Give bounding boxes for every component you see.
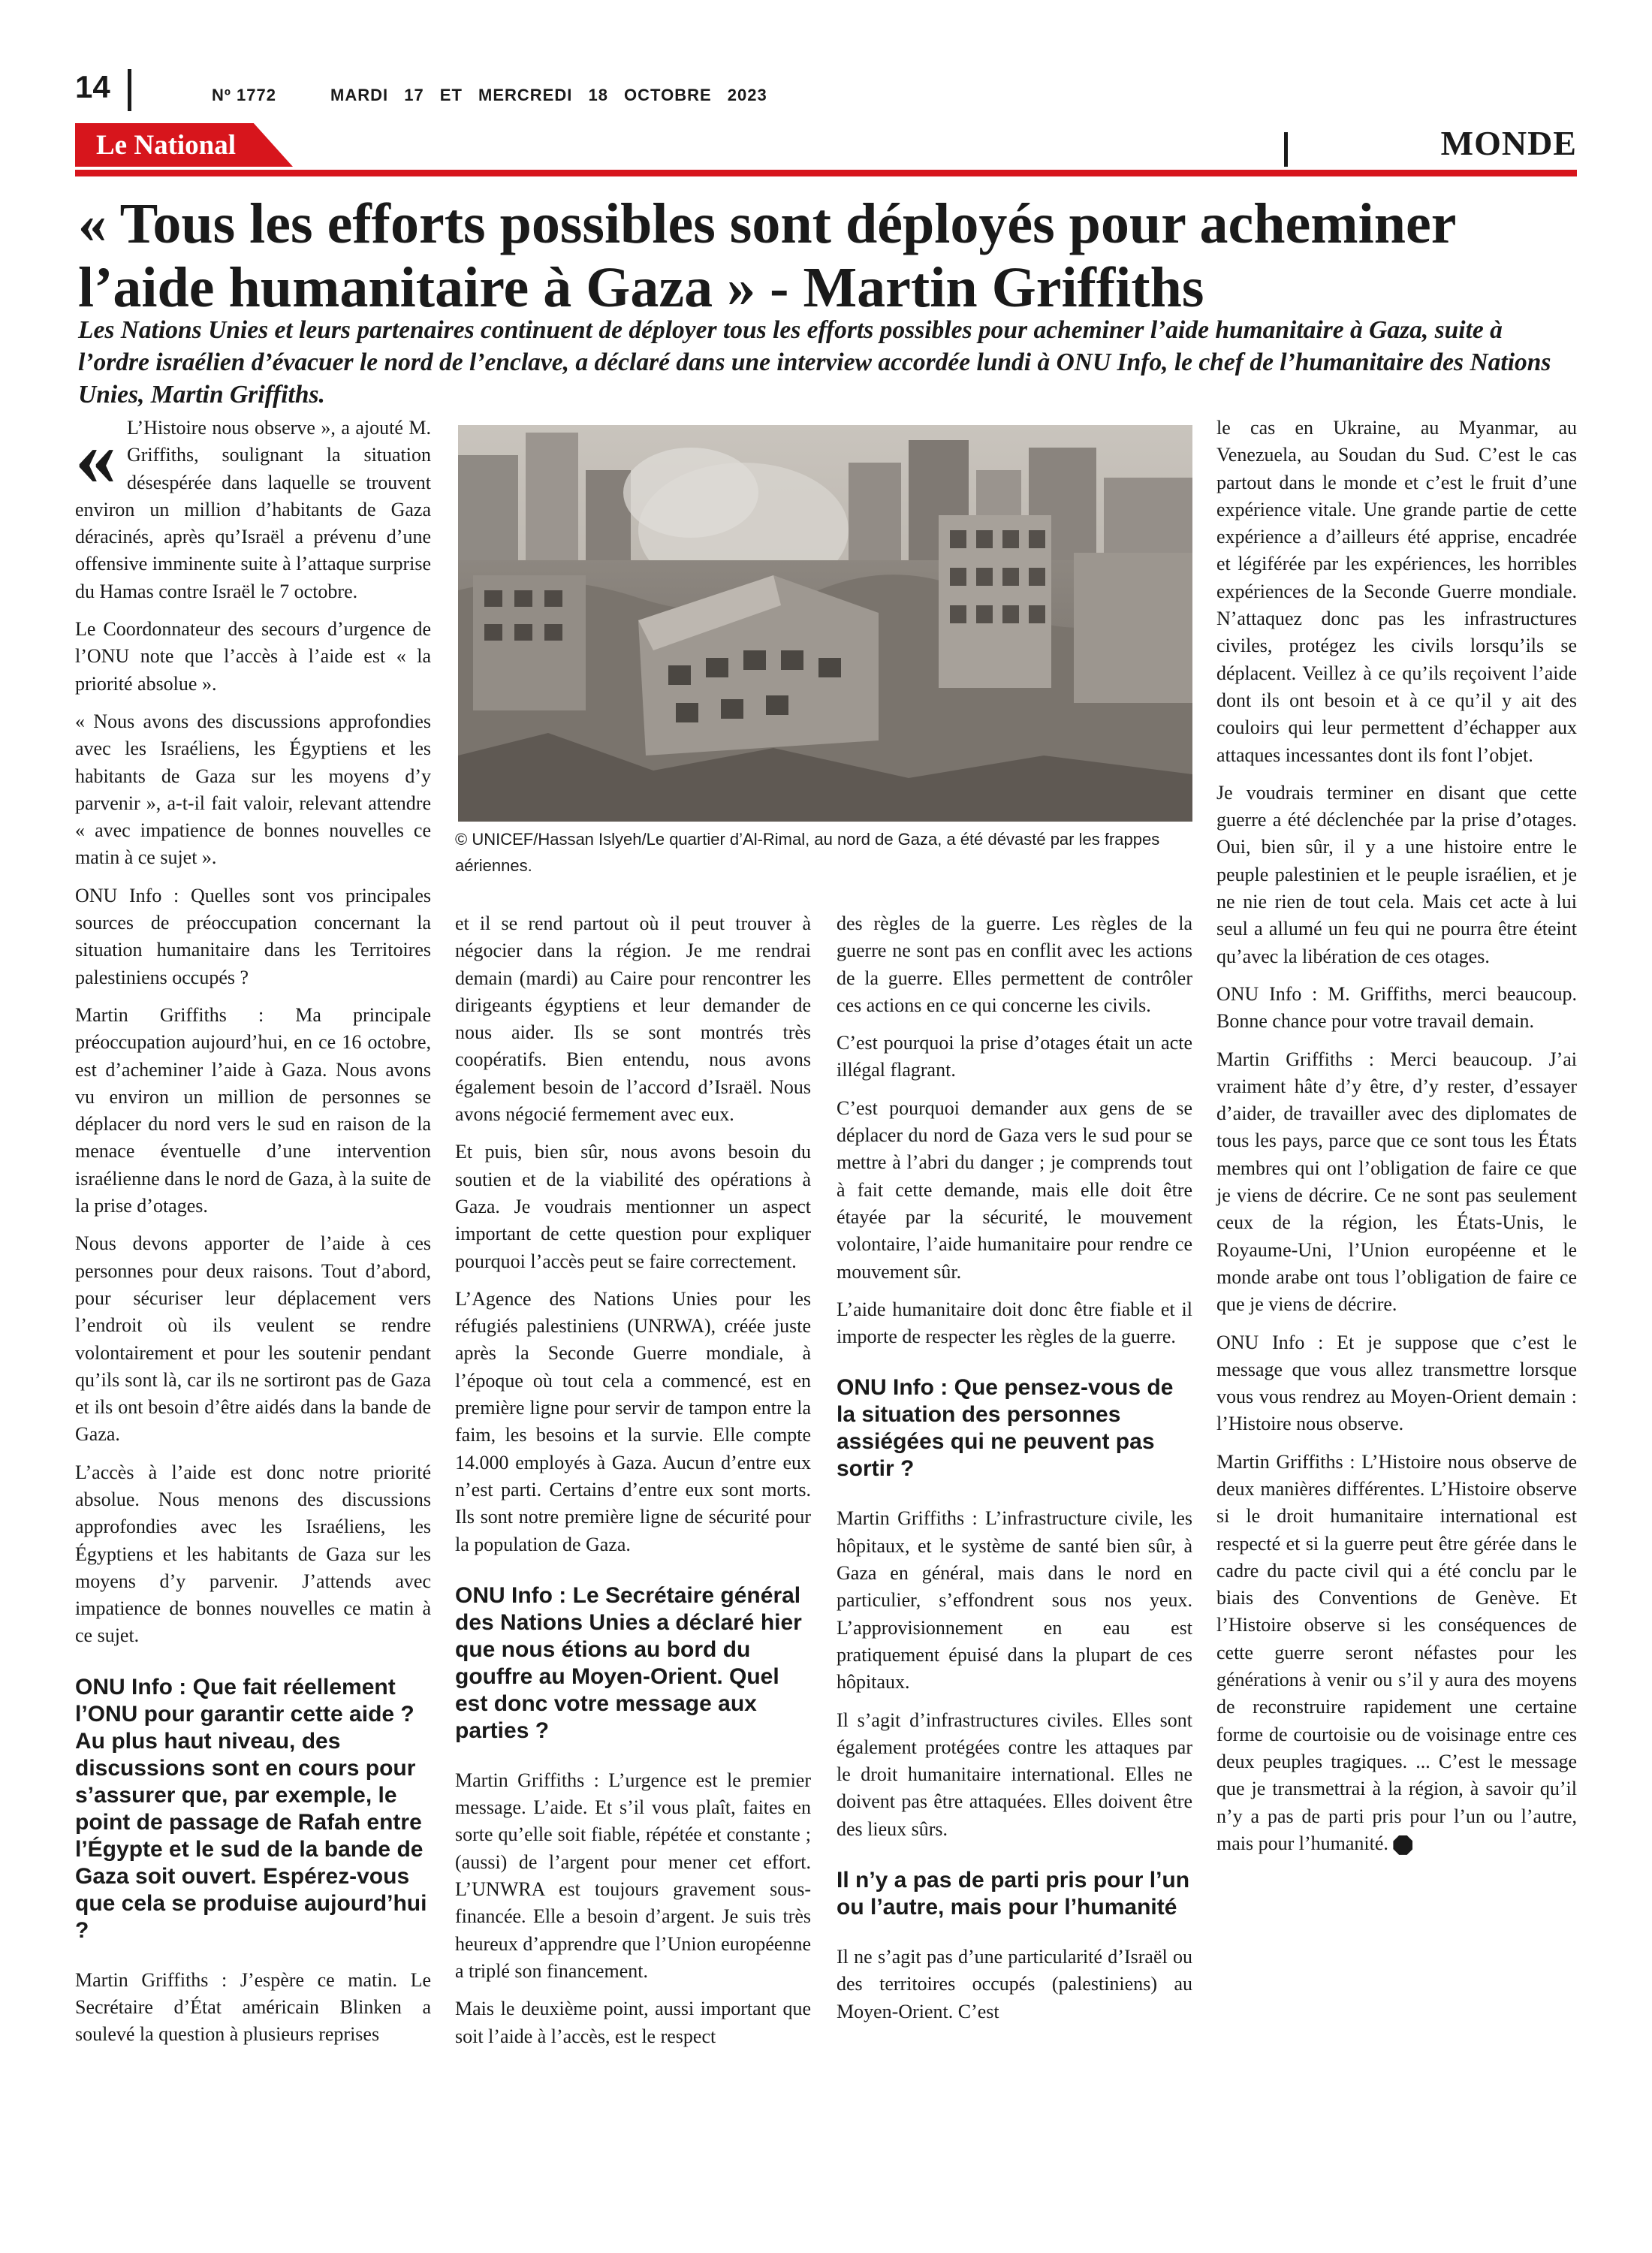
photo-caption: © UNICEF/Hassan Islyeh/Le quartier d’Al-Rimal, au nord de Gaza, a été dévasté par les frappes aériennes. (455, 830, 1160, 875)
paragraph (1216, 1449, 1577, 1857)
paragraph: Martin Griffiths : L’infrastructure civile, les hôpitaux, et le système de santé bien sûr, à Gaza en général, mais dans le nord en particulier, s’effondrent sous nos yeux. L’approvisionnement en eau est pratiquement épuisé dans la plupart de ces hôpitaux. (837, 1507, 1192, 1694)
column-4 (1216, 415, 1577, 1868)
drop-quote: « (75, 411, 116, 502)
issue-date: MARDI 17 ET MERCREDI 18 OCTOBRE 2023 (330, 86, 767, 104)
paragraph: Je voudrais terminer en disant que cette guerre a été déclenchée par la prise d’otages. Oui, bien sûr, il y a une histoire entre le peuple palestinien et le peuple israélien, et je ne nie rien de tout cela. Mais cet acte à lui seul a allumé un feu qui ne pourra être éteint qu’avec la libération de ces otages. (1216, 781, 1577, 967)
paragraph: « Nous avons des discussions approfondies avec les Israéliens, les Égyptiens et les habitants de Gaza sur les moyens d’y parvenir », a-t-il fait valoir, relevant attendre « avec impatience de bonnes nouvelles ce matin à ce sujet ». (75, 710, 431, 869)
subheading: ONU Info : Le Secrétaire général des Nations Unies a déclaré hier que nous étions au bord du gouffre au Moyen-Orient. Quel est donc votre message aux parties ? (455, 1582, 802, 1743)
paragraph: Martin Griffiths : Merci beaucoup. J’ai vraiment hâte d’y être, d’y rester, d’essayer d’aider, de travailler avec des diplomates de tous les pays, parce que ce sont tous les États membres qui ont l’obligation de faire ce que je viens de décrire. Ce ne sont pas seulement ceux de la région, les États-Unis, le Royaume-Uni, l’Union européenne et le monde arabe ont tous l’obligation de faire ce que je viens de décrire. (1216, 1048, 1577, 1316)
interview-question: ONU Info : M. Griffiths, merci beaucoup. Bonne chance pour votre travail demain. (1216, 982, 1577, 1033)
paragraph: Martin Griffiths : J’espère ce matin. Le Secrétaire d’État américain Blinken a soulevé la question à plusieurs reprises (75, 1968, 431, 2046)
paragraph: C’est pourquoi la prise d’otages était un acte illégal flagrant. (837, 1032, 1192, 1081)
newspaper-brand: Le National (96, 130, 237, 161)
paragraph-text: Martin Griffiths : L’Histoire nous observe de deux manières différentes. L’Histoire observe si le droit humanitaire international est respecté et si la guerre peut être gérée dans le cadre du pacte civil qui a été conclu par le biais des Conventions de Genève. Et l’Histoire observe si les conséquences de cette guerre seront néfastes pour les générations à venir ou s’il y aura des moyens de reconstruire rapidement une certaine forme de courtoisie ou de voisinage entre ces deux peuples tragiques. ... C’est le message que je transmettrai à la région, à savoir qu’il n’y a pas de parti pris pour l’un ou l’autre, mais pour l’humanité. (1216, 1450, 1577, 1854)
paragraph: L’aide humanitaire doit donc être fiable et il importe de respecter les règles de la guerre. (837, 1298, 1192, 1348)
article-photo (458, 425, 1192, 822)
header-rule (75, 170, 1577, 176)
paragraph: Le Coordonnateur des secours d’urgence de l’ONU note que l’accès à l’aide est « la priorité absolue ». (75, 618, 431, 695)
end-of-article-icon (1393, 1835, 1412, 1855)
article-lede: Les Nations Unies et leurs partenaires continuent de déployer tous les efforts possibles pour acheminer l’aide humanitaire à Gaza, suite à l’ordre israélien d’évacuer le nord de l’enclave, a déclaré dans une interview accordée lundi à ONU Info, le chef de l’humanitaire des Nations Unies, Martin Griffiths. (78, 316, 1551, 409)
interview-question: ONU Info : Quelles sont vos principales sources de préoccupation concernant la situation humanitaire dans les Territoires palestiniens occupés ? (75, 884, 431, 988)
paragraph: Mais le deuxième point, aussi important que soit l’aide à l’accès, est le respect (455, 1998, 811, 2047)
paragraph: L’Agence des Nations Unies pour les réfugiés palestiniens (UNRWA), créée juste après la Seconde Guerre mondiale, à l’époque où tout cela a commencé, est en première ligne pour servir de tampon entre la faim, les besoins et la survie. Elle compte 14.000 employés à Gaza. Aucun d’entre eux n’est parti. Certains d’entre eux sont morts. Ils sont notre première ligne de sécurité pour la population de Gaza. (455, 1287, 811, 1555)
section-name: MONDE (1440, 124, 1577, 162)
paragraph: Martin Griffiths : Ma principale préoccupation aujourd’hui, en ce 16 octobre, est d’acheminer l’aide à Gaza. Nous avons vu environ un million de personnes se déplacer du nord vers le sud en raison de la menace éventuelle d’une intervention israélienne dans le nord de Gaza, à la suite de la prise d’otages. (75, 1003, 431, 1217)
paragraph: Martin Griffiths : L’urgence est le premier message. L’aide. Et s’il vous plaît, faites en sorte qu’elle soit fiable, répétée et constante ; (aussi) de l’argent pour mener cet effort. L’UNWRA est toujours gravement sous-financée. Elle a besoin d’argent. Je suis très heureux d’apprendre que l’Union européenne a triplé son financement. (455, 1769, 811, 1982)
subheading: Il n’y a pas de parti pris pour l’un ou l’autre, mais pour l’humanité (837, 1868, 1190, 1920)
article-title: « Tous les efforts possibles sont déployés pour acheminer l’aide humanitaire à Gaza » - Martin Griffiths (78, 192, 1456, 319)
destroyed-neighborhood-illustration (458, 425, 1192, 822)
paragraph: Il s’agit d’infrastructures civiles. Elles sont également protégées contre les attaques par le droit humanitaire international. Elles ne doivent pas être attaquées. Elles doivent être des lieux sûrs. (837, 1709, 1192, 1840)
paragraph: C’est pourquoi demander aux gens de se déplacer du nord de Gaza vers le sud pour se mettre à l’abri du danger ; je comprends tout à fait cette demande, mais elle doit être étayée par la sécurité, le mouvement volontaire, l’aide humanitaire pour rendre ce mouvement sûr. (837, 1096, 1192, 1283)
subheading: ONU Info : Que pensez-vous de la situation des personnes assiégées qui ne peuvent pas sortir ? (837, 1375, 1174, 1482)
interview-question: ONU Info : Et je suppose que c’est le message que vous allez transmettre lorsque vous vous rendrez au Moyen-Orient demain : l’Histoire nous observe. (1216, 1331, 1577, 1435)
page-number: 14 (75, 69, 110, 104)
paragraph: le cas en Ukraine, au Myanmar, au Venezuela, au Soudan du Sud. C’est le cas partout dans le monde et c’est le fruit d’une expérience vitale. Une grande partie de cette expérience a d’ailleurs été apprise, encadrée et légiférée par les expériences, les horribles expériences de la Seconde Guerre mondiale. N’attaquez donc pas les infrastructures civiles, protégez les civils lorsqu’ils se déplacent. Veillez à ce qu’ils reçoivent l’aide dont ils ont besoin et à ce qu’il y ait des couloirs qui leur permettent d’échapper aux attaques incessantes dont ils font l’objet. (1216, 417, 1577, 766)
paragraph: et il se rend partout où il peut trouver à négocier dans la région. Je me rendrai demain (mardi) au Caire pour rencontrer les dirigeants égyptiens et leur demander de nous aider. Ils se sont montrés très coopératifs. Bien entendu, nous avons également besoin de l’accord d’Israël. Nous avons négocié fermement avec eux. (455, 912, 811, 1126)
column-1 (75, 411, 431, 2059)
brand-tag (75, 123, 294, 168)
paragraph-text: L’Histoire nous observe », a ajouté M. Griffiths, soulignant la situation désespérée dans laquelle se trouvent environ un million d’habitants de Gaza déracinés, après qu’Israël a prévenu d’une offensive imminente suite à l’attaque surprise du Hamas contre Israël le 7 octobre. (75, 417, 431, 602)
paragraph (75, 411, 431, 605)
page-number-divider (128, 69, 131, 111)
paragraph: Nous devons apporter de l’aide à ces personnes pour deux raisons. Tout d’abord, pour sécuriser leur déplacement vers l’endroit où ils veulent se rendre volontairement et pour les soutenir pendant qu’ils sont là, car ils ne sortiront pas de Gaza et ils ont besoin d’être aidés dans la bande de Gaza. (75, 1232, 431, 1446)
subheading: ONU Info : Que fait réellement l’ONU pour garantir cette aide ? Au plus haut niveau, des discussions sont en cours pour s’assurer que, par exemple, le point de passage de Rafah entre l’Égypte et le sud de la bande de Gaza soit ouvert. Espérez-vous que cela se produise aujourd’hui ? (75, 1674, 427, 1943)
column-3 (837, 910, 1192, 2036)
paragraph: des règles de la guerre. Les règles de la guerre ne sont pas en conflit avec les actions de la guerre. Elles permettent de contrôler ces actions en ce qui concerne les civils. (837, 912, 1192, 1016)
issue-number: Nº 1772 (212, 86, 276, 104)
paragraph: Il ne s’agit pas d’une particularité d’Israël ou des territoires occupés (palestiniens) au Moyen-Orient. C’est (837, 1946, 1192, 2022)
column-2 (455, 910, 811, 2061)
paragraph: L’accès à l’aide est donc notre priorité absolue. Nous menons des discussions approfondies avec les Israéliens, les Égyptiens et les habitants de Gaza sur les moyens d’y parvenir. J’attends avec impatience de bonnes nouvelles ce matin à ce sujet. (75, 1461, 431, 1647)
section-divider (1284, 132, 1288, 167)
paragraph: Et puis, bien sûr, nous avons besoin du soutien et de la viabilité des opérations à Gaza. Je voudrais mentionner un aspect important de cette question pour expliquer pourquoi l’accès peut se faire correctement. (455, 1141, 811, 1272)
